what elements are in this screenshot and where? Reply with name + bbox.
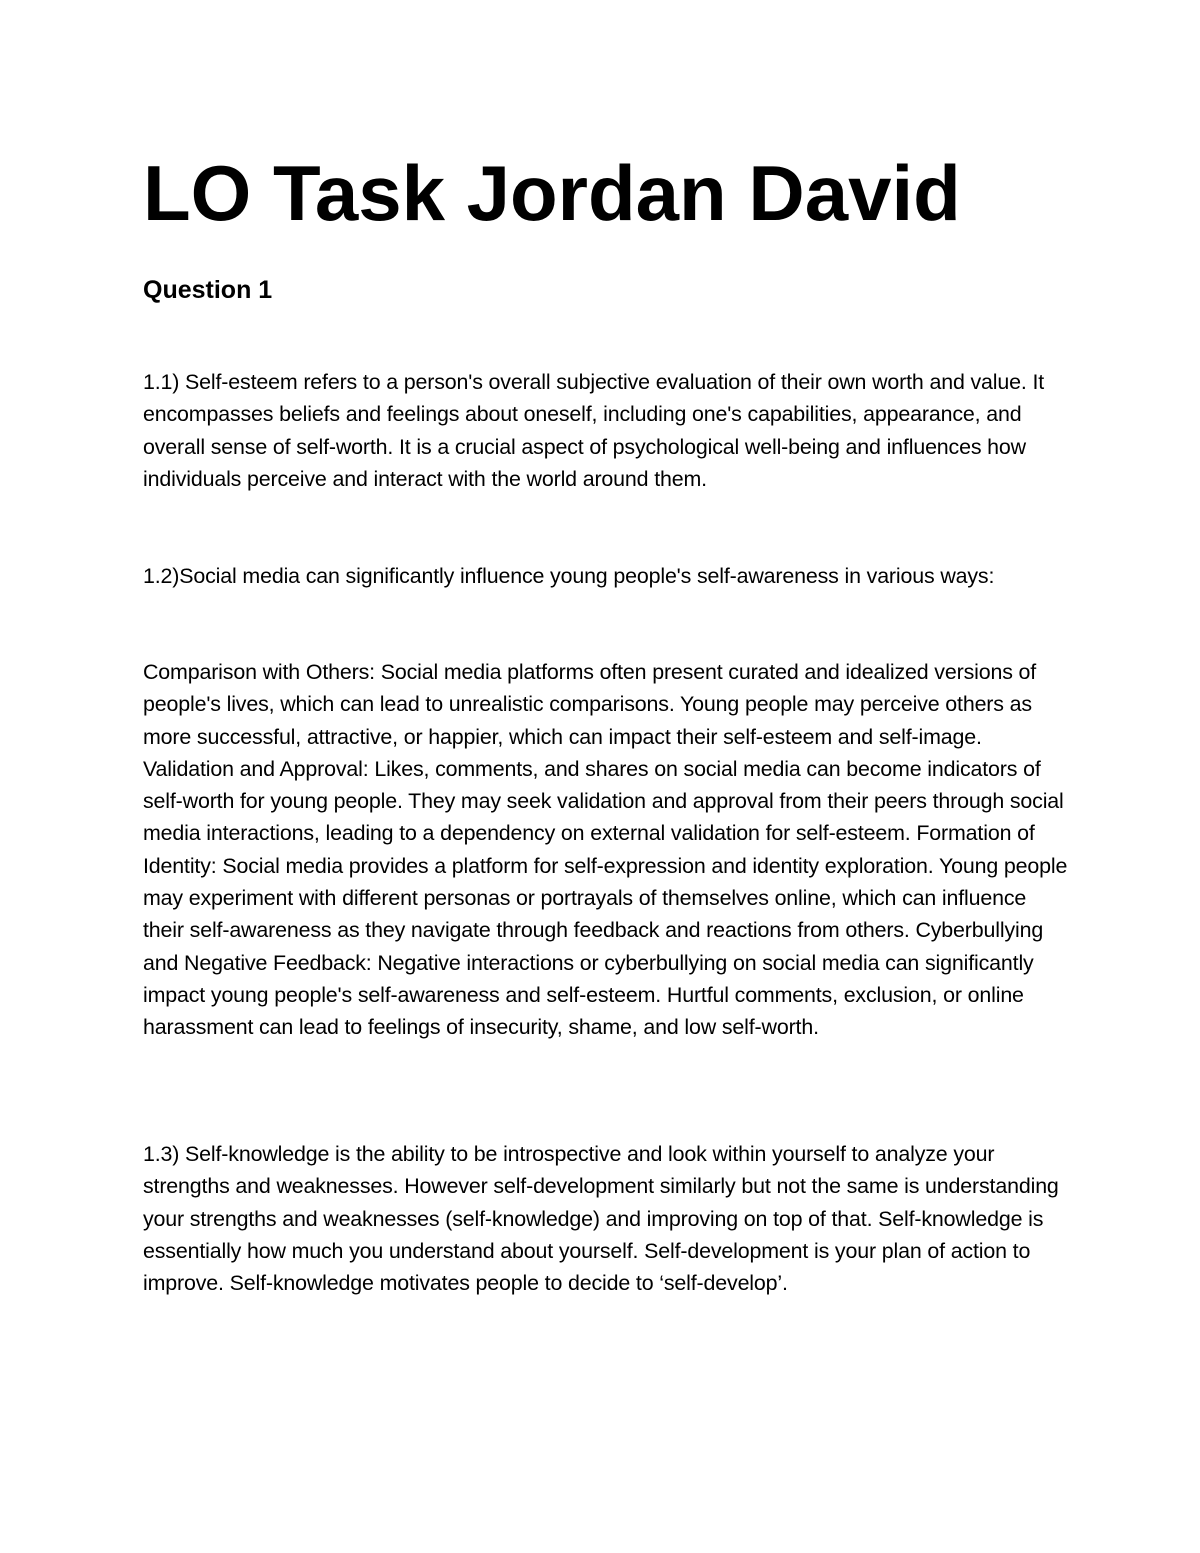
paragraph-1-2: 1.2)Social media can significantly influence young people's self-awareness in various ways: [143, 564, 995, 588]
document-title: LO Task Jordan David [143, 149, 961, 237]
section-heading: Question 1 [143, 276, 273, 304]
paragraph-social-media-effects: Comparison with Others: Social media platforms often present curated and idealized versions of people's lives, which can lead to unrealistic comparisons. Young people may perceive others as more successful, attractive, or happier, which can impact their self-esteem and self-image. Validation and Approval: Likes, comments, and shares on social media can become indicators of self-worth for young people. They may seek validation and approval from their peers through social media interactions, leading to a dependency on external validation for self-esteem. Formation of Identity: Social media provides a platform for self-expression and identity exploration. Young people may experiment with different personas or portrayals of themselves online, which can influence their self-awareness as they navigate through feedback and reactions from others. Cyberbullying and Negative Feedback: Negative interactions or cyberbullying on social media can significantly impact young people's self-awareness and self-esteem. Hurtful comments, exclusion, or online harassment can lead to feelings of insecurity, shame, and low self-worth. [143, 660, 1068, 1040]
paragraph-1-3: 1.3) Self-knowledge is the ability to be introspective and look within yourself to analyze your strengths and weaknesses. However self-development similarly but not the same is understanding your strengths and weaknesses (self-knowledge) and improving on top of that. Self-knowledge is essentially how much you understand about yourself. Self-development is your plan of action to improve. Self-knowledge motivates people to decide to ‘self-develop’. [143, 1142, 1059, 1296]
paragraph-1-1: 1.1) Self-esteem refers to a person's overall subjective evaluation of their own worth and value. It encompasses beliefs and feelings about oneself, including one's capabilities, appearance, and overall sense of self-worth. It is a crucial aspect of psychological well-being and influences how individuals perceive and interact with the world around them. [143, 370, 1045, 491]
